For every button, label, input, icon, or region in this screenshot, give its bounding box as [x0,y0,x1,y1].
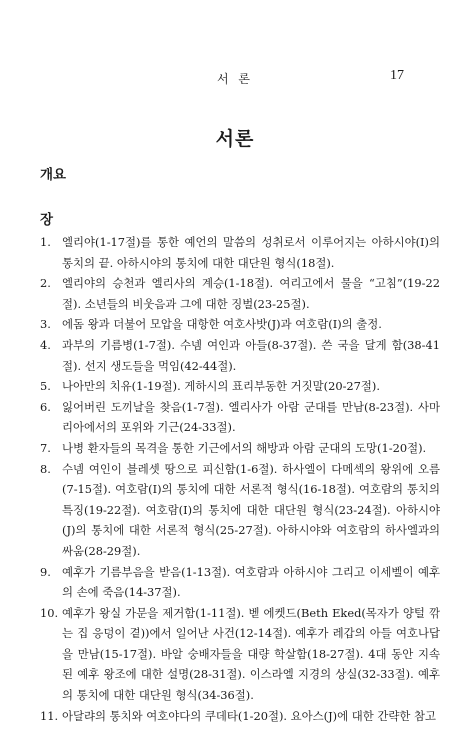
item-text: 나아만의 치유(1-19절). 게하시의 표리부동한 거짓말(20-27절). [62,379,380,394]
item-text: 아달랴의 통치와 여호야다의 쿠데타(1-20절). 요아스(J)에 대한 간략한 참고 [62,708,436,723]
item-text: 엘리야의 승천과 엘리사의 계승(1-18절). 여리고에서 물을 “고침”(19-22절). 소년들의 비웃음과 그에 대한 징벌(23-25절). [62,276,440,311]
item-number: 3. [40,317,51,332]
item-text: 잃어버린 도끼날을 찾음(1-7절). 엘리사가 아람 군대를 만남(8-23절). 사마리아에서의 포위와 기근(24-33절). [62,399,440,435]
item-text: 엘리야(1-17절)를 통한 예언의 말씀의 성취로서 이루어지는 아하시야(I)의 통치의 끝. 아하시야의 통치에 대한 대단원 형식(18절). [62,235,440,270]
section-heading-overview: 개요 [40,167,67,183]
list-item [40,397,440,438]
item-number: 6. [40,399,51,414]
item-number: 2. [40,276,51,291]
chapter-outline-list [40,232,440,726]
item-text: 과부의 기름병(1-7절). 수넴 여인과 아들(8-37절). 쓴 국을 달게 함(38-41절). 선지 생도들을 먹임(42-44절). [62,337,440,373]
list-item [40,232,440,273]
list-item [40,335,440,376]
item-number: 1. [40,235,51,249]
item-number: 10. [40,605,59,620]
item-number: 4. [40,337,51,352]
item-text: 예후가 기름부음을 받음(1-13절). 여호람과 아하시야 그리고 이세벨이 예후의 손에 죽음(14-37절). [62,564,440,600]
item-number: 7. [40,440,51,455]
list-item [40,562,440,603]
running-title: 서 론 [217,72,253,86]
list-item [40,376,440,397]
page-header [0,70,470,90]
item-number: 9. [40,564,51,579]
item-text: 나병 환자들의 목격을 통한 기근에서의 해방과 아람 군대의 도망(1-20절). [62,440,427,455]
list-item [40,706,440,727]
item-number: 11. [40,708,59,723]
item-text: 에돔 왕과 더불어 모압을 대항한 여호사밧(J)과 여호람(I)의 출정. [62,317,382,332]
item-text: 수넴 여인이 블레셋 땅으로 피신함(1-6절). 하사엘이 다메섹의 왕위에 오름(7-15절). 여호람(I)의 통치에 대한 서론적 형식(16-18절). 여호람의 통치의 특징(19-22절). 여호람(I)의 통치에 대한 대단원 형식(23-24절). 아하시야(J)의 통치에 대한 서론적 형식(25-27절). 아하시야와 여호람의 하사엘과의 싸움(28-29절). [62,461,440,558]
item-number: 5. [40,379,51,394]
list-item [40,438,440,459]
list-item [40,603,440,706]
item-number: 8. [40,461,51,476]
list-item [40,314,440,335]
chapter-title: 서론 [215,128,255,150]
list-item [40,273,440,314]
page-number: 17 [390,68,404,83]
list-item [40,459,440,562]
item-text: 예후가 왕실 가문을 제거함(1-11절). 벧 에켓드(Beth Eked(목자가 양털 깎는 집 응덩이 곁))에서 일어난 사건(12-14절). 예후가 레갑의 아들 여호나답을 만남(15-17절). 바알 숭배자들을 대량 학살함(18-27절). 4대 동안 지속된 예후 왕조에 대한 설명(28-31절). 이스라엘 지경의 상실(32-33절). 예후의 통치에 대한 대단원 형식(34-36절). [62,605,440,703]
section-heading-chapter: 장 [40,212,54,228]
